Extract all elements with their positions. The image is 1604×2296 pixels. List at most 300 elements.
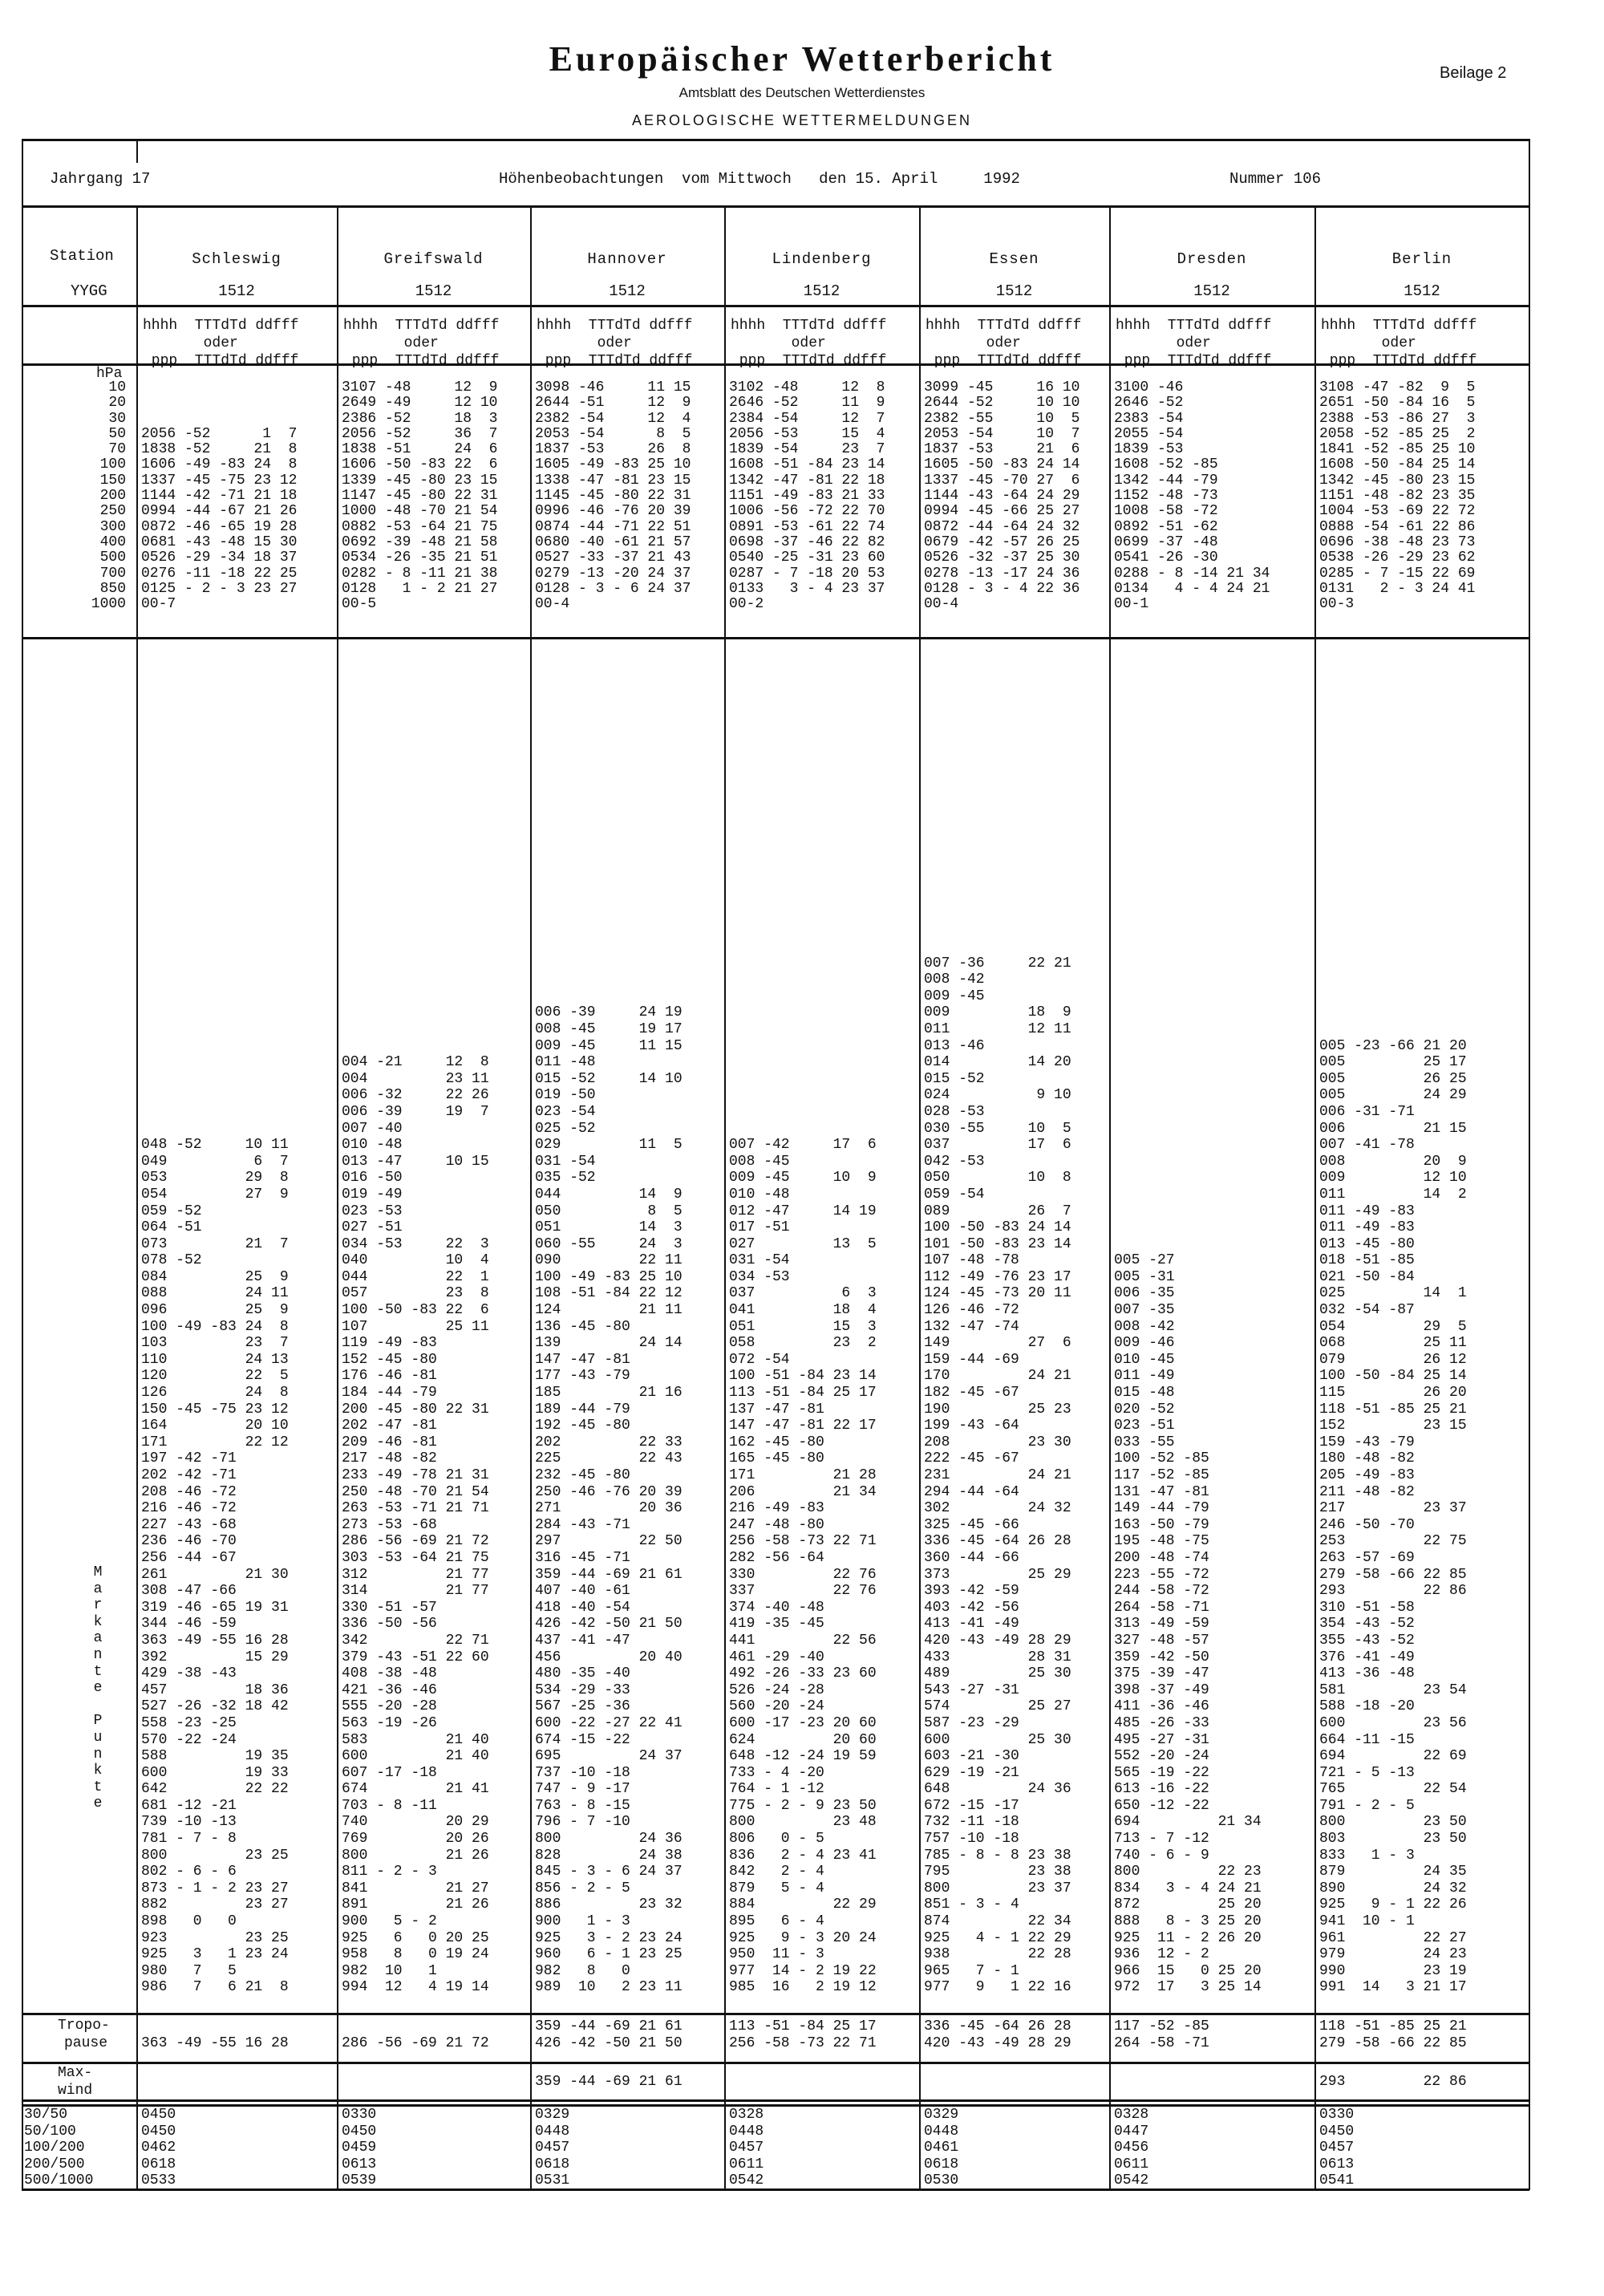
tropopause-row [342, 2018, 489, 2035]
significant-point-row: 010 -48 [342, 1137, 403, 1154]
significant-point-row: 413 -36 -48 [1319, 1665, 1415, 1682]
significant-point-row: 393 -42 -59 [924, 1583, 1019, 1600]
significant-point-row: 457 18 36 [141, 1681, 289, 1698]
significant-point-row: 101 -50 -83 23 14 [924, 1235, 1071, 1252]
standard-level-row: 1151 -48 -82 23 35 [1319, 488, 1476, 505]
tropopause-values [535, 2018, 683, 2052]
standard-level-row: 0128 - 3 - 6 24 37 [535, 580, 691, 597]
significant-point-row: 600 -22 -27 22 41 [535, 1714, 683, 1731]
significant-point-row: 053 29 8 [141, 1170, 289, 1187]
significant-point-row: 008 -45 [729, 1153, 790, 1170]
max-wind-row [1114, 2075, 1123, 2090]
significant-point-row: 110 24 13 [141, 1351, 289, 1368]
significant-point-row: 800 23 50 [1319, 1814, 1467, 1831]
pressure-level: 250 [99, 503, 126, 520]
significant-point-row: 007 -36 22 21 [924, 955, 1071, 972]
markante-letter: u [93, 1729, 103, 1746]
significant-point-row: 600 25 30 [924, 1731, 1071, 1748]
station-yygg: 1512 [995, 282, 1033, 300]
standard-level-row: 0131 2 - 3 24 41 [1319, 580, 1476, 597]
significant-points [535, 623, 683, 1996]
significant-point-row: 796 - 7 -10 [535, 1814, 630, 1831]
significant-point-row: 925 6 0 20 25 [342, 1929, 489, 1946]
layer-thickness-row: 0450 [141, 2107, 176, 2123]
column-header-line3: ppp TTTdTd ddfff [1116, 353, 1272, 369]
significant-point-row: 216 -49 -83 [729, 1500, 824, 1517]
significant-point-row: 263 -57 -69 [1319, 1549, 1415, 1566]
significant-point-row: 336 -45 -64 26 28 [924, 1533, 1071, 1550]
pressure-level: 10 [108, 379, 126, 396]
significant-point-row: 005 -31 [1114, 1268, 1175, 1285]
significant-point-row: 147 -47 -81 22 17 [729, 1418, 877, 1434]
significant-point-row: 089 26 7 [924, 1203, 1071, 1219]
significant-point-row: 936 12 - 2 [1114, 1946, 1209, 1963]
significant-point-row: 244 -58 -72 [1114, 1583, 1209, 1600]
significant-point-row: 330 22 76 [729, 1566, 877, 1583]
report-section: AEROLOGISCHE WETTERMELDUNGEN [631, 112, 973, 128]
column-header-oder: oder [731, 335, 826, 351]
significant-point-row: 325 -45 -66 [924, 1516, 1019, 1533]
column-header-oder: oder [1321, 335, 1416, 351]
standard-level-row: 0680 -40 -61 21 57 [535, 533, 691, 550]
layer-thickness-row: 0542 [729, 2172, 764, 2189]
layer-thickness-values [1114, 2107, 1148, 2189]
significant-point-row: 884 22 29 [729, 1896, 877, 1913]
significant-point-row: 426 -42 -50 21 50 [535, 1616, 683, 1633]
layer-thickness-values [729, 2107, 764, 2189]
standard-level-row: 1337 -45 -70 27 6 [924, 472, 1080, 489]
significant-point-row: 834 3 - 4 24 21 [1114, 1880, 1262, 1896]
significant-point-row: 775 - 2 - 9 23 50 [729, 1797, 877, 1814]
significant-point-row: 020 -52 [1114, 1401, 1175, 1418]
standard-level-row: 0527 -33 -37 21 43 [535, 550, 691, 566]
station-yygg: 1512 [218, 282, 255, 300]
significant-point-row: 060 -55 24 3 [535, 1235, 683, 1252]
significant-point-row: 100 -50 -83 22 6 [342, 1302, 489, 1319]
significant-point-row: 171 22 12 [141, 1434, 289, 1450]
standard-level-row: 1152 -48 -73 [1114, 488, 1218, 505]
layer-thickness-row: 0461 [924, 2140, 959, 2156]
significant-point-row: 286 -56 -69 21 72 [342, 1533, 489, 1550]
markante-letter [90, 1697, 106, 1714]
significant-point-row: 803 23 50 [1319, 1831, 1467, 1848]
significant-point-row: 898 0 0 [141, 1913, 237, 1930]
significant-point-row: 015 -48 [1114, 1385, 1175, 1402]
significant-point-row: 588 19 35 [141, 1748, 289, 1765]
standard-level-row: 2388 -53 -86 27 3 [1319, 410, 1476, 427]
standard-level-row: 0128 - 3 - 4 22 36 [924, 580, 1080, 597]
standard-level-row: 0540 -25 -31 23 60 [729, 550, 885, 566]
significant-point-row: 015 -52 14 10 [535, 1070, 683, 1087]
significant-point-row: 648 24 36 [924, 1781, 1071, 1798]
significant-point-row: 888 8 - 3 25 20 [1114, 1913, 1262, 1930]
station-yygg: 1512 [415, 282, 452, 300]
max-wind-values [342, 2075, 350, 2090]
significant-point-row: 013 -47 10 15 [342, 1153, 489, 1170]
standard-level-row: 0882 -53 -64 21 75 [342, 518, 498, 535]
standard-level-row: 3107 -48 12 9 [342, 379, 498, 396]
station-column-schleswig [136, 205, 337, 2189]
standard-level-row: 00-4 [535, 596, 570, 613]
station-yygg: 1512 [803, 282, 840, 300]
pressure-level: 400 [99, 533, 126, 550]
significant-point-row: 600 -17 -23 20 60 [729, 1714, 877, 1731]
significant-point-row: 308 -47 -66 [141, 1583, 237, 1600]
significant-point-row: 429 -38 -43 [141, 1665, 237, 1682]
column-header-oder: oder [343, 335, 439, 351]
significant-point-row: 925 3 - 2 23 24 [535, 1929, 683, 1946]
column-divider [1314, 205, 1316, 2189]
yygg-label: YYGG [71, 282, 107, 300]
layer-thickness-row: 0330 [342, 2107, 377, 2123]
standard-level-row [141, 396, 297, 411]
standard-level-row: 2053 -54 10 7 [924, 425, 1080, 442]
significant-point-row: 785 - 8 - 8 23 38 [924, 1847, 1071, 1864]
significant-point-row: 150 -45 -75 23 12 [141, 1401, 289, 1418]
standard-level-row: 1606 -49 -83 24 8 [141, 456, 298, 473]
significant-point-row: 526 -24 -28 [729, 1681, 824, 1698]
significant-point-row: 013 -46 [924, 1037, 985, 1054]
significant-point-row: 733 - 4 -20 [729, 1764, 824, 1781]
significant-point-row: 217 -48 -82 [342, 1450, 437, 1467]
significant-point-row: 152 23 15 [1319, 1418, 1467, 1434]
tropopause-row: 420 -43 -49 28 29 [924, 2035, 1071, 2051]
significant-point-row: 872 25 20 [1114, 1896, 1262, 1913]
standard-level-row: 0534 -26 -35 21 51 [342, 550, 498, 566]
significant-point-row: 033 -55 [1114, 1434, 1175, 1450]
significant-point-row: 016 -50 [342, 1170, 403, 1187]
significant-point-row: 886 23 32 [535, 1896, 683, 1913]
standard-level-row: 2644 -51 12 9 [535, 395, 691, 412]
significant-point-row: 011 -49 -83 [1319, 1219, 1415, 1236]
significant-point-row: 011 -49 -83 [1319, 1203, 1415, 1219]
significant-point-row: 833 1 - 3 [1319, 1847, 1415, 1864]
tropopause-row: 117 -52 -85 [1114, 2018, 1209, 2034]
significant-point-row: 044 22 1 [342, 1268, 489, 1285]
significant-point-row: 217 23 37 [1319, 1500, 1467, 1517]
significant-point-row: 994 12 4 19 14 [342, 1979, 489, 1996]
significant-point-row: 079 26 12 [1319, 1351, 1467, 1368]
standard-level-row: 2386 -52 18 3 [342, 410, 498, 427]
significant-point-row: 480 -35 -40 [535, 1665, 630, 1682]
significant-point-row: 925 3 1 23 24 [141, 1946, 289, 1963]
significant-point-row: 461 -29 -40 [729, 1649, 824, 1665]
standard-level-row: 0872 -44 -64 24 32 [924, 518, 1080, 535]
column-divider [919, 205, 921, 2189]
standard-levels [1319, 380, 1475, 612]
significant-point-row: 005 25 17 [1319, 1054, 1467, 1071]
significant-point-row: 941 10 - 1 [1319, 1913, 1415, 1930]
significant-point-row: 013 -45 -80 [1319, 1235, 1415, 1252]
column-header-line1: hhhh TTTdTd ddfff [926, 318, 1082, 334]
significant-point-row: 344 -46 -59 [141, 1616, 237, 1633]
significant-point-row: 246 -50 -70 [1319, 1516, 1415, 1533]
significant-point-row: 316 -45 -71 [535, 1549, 630, 1566]
significant-point-row: 925 11 - 2 26 20 [1114, 1929, 1262, 1946]
significant-point-row: 600 21 40 [342, 1748, 489, 1765]
column-header-line1: hhhh TTTdTd ddfff [1116, 318, 1272, 334]
layer-thickness-row: 0618 [535, 2156, 570, 2172]
standard-level-row: 0287 - 7 -18 20 53 [729, 565, 885, 582]
significant-point-row: 171 21 28 [729, 1467, 877, 1483]
significant-point-row: 437 -41 -47 [535, 1632, 630, 1649]
significant-point-row: 485 -26 -33 [1114, 1714, 1209, 1731]
significant-point-row: 874 22 34 [924, 1913, 1071, 1930]
tropopause-label-1: Tropo- [58, 2018, 110, 2034]
significant-point-row: 842 2 - 4 [729, 1864, 824, 1880]
significant-point-row: 027 13 5 [729, 1235, 877, 1252]
standard-level-row: 0125 - 2 - 3 23 27 [141, 580, 298, 597]
layer-thickness-row: 0611 [1114, 2156, 1149, 2172]
significant-point-row: 100 -50 -84 25 14 [1319, 1368, 1467, 1385]
markante-letter: n [93, 1646, 103, 1663]
significant-point-row: 231 24 21 [924, 1467, 1071, 1483]
pressure-level: 500 [99, 550, 126, 566]
significant-point-row: 051 14 3 [535, 1219, 683, 1236]
significant-point-row: 264 -58 -71 [1114, 1599, 1209, 1616]
significant-point-row: 152 -45 -80 [342, 1351, 437, 1368]
significant-point-row: 294 -44 -64 [924, 1483, 1019, 1500]
standard-level-row: 0282 - 8 -11 21 38 [342, 565, 498, 582]
standard-level-row: 0133 3 - 4 23 37 [729, 580, 885, 597]
significant-point-row: 162 -45 -80 [729, 1434, 824, 1450]
standard-level-row: 2053 -54 8 5 [535, 425, 691, 442]
markante-letter: M [93, 1564, 103, 1580]
significant-point-row: 600 19 33 [141, 1764, 289, 1781]
markante-letter: t [93, 1779, 103, 1795]
significant-point-row: 199 -43 -64 [924, 1418, 1019, 1434]
significant-point-row: 650 -12 -22 [1114, 1797, 1209, 1814]
significant-point-row: 050 10 8 [924, 1170, 1071, 1187]
column-header-line1: hhhh TTTdTd ddfff [537, 318, 693, 334]
significant-point-row: 202 22 33 [535, 1434, 683, 1450]
significant-point-row: 250 -46 -76 20 39 [535, 1483, 683, 1500]
layer-thickness-row: 0618 [924, 2156, 959, 2172]
significant-point-row: 054 27 9 [141, 1186, 289, 1203]
significant-point-row: 107 -48 -78 [924, 1252, 1019, 1269]
layer-thickness-row: 0531 [535, 2172, 570, 2189]
significant-point-row: 811 - 2 - 3 [342, 1864, 437, 1880]
max-wind-row: 293 22 86 [1319, 2074, 1467, 2090]
significant-point-row: 441 22 56 [729, 1632, 877, 1649]
significant-point-row: 100 -49 -83 25 10 [535, 1268, 683, 1285]
significant-point-row: 310 -51 -58 [1319, 1599, 1415, 1616]
standard-level-row: 2058 -52 -85 25 2 [1319, 425, 1476, 442]
issue-number: Nummer 106 [1229, 170, 1322, 188]
significant-point-row: 982 10 1 [342, 1962, 437, 1979]
standard-level-row [141, 412, 297, 427]
significant-point-row: 769 20 26 [342, 1831, 489, 1848]
significant-point-row: 327 -48 -57 [1114, 1632, 1209, 1649]
report-title: Europäischer Wetterbericht [549, 39, 1055, 79]
significant-points [729, 623, 877, 1996]
significant-point-row: 261 21 30 [141, 1566, 289, 1583]
significant-point-row: 032 -54 -87 [1319, 1302, 1415, 1319]
significant-point-row: 672 -15 -17 [924, 1797, 1019, 1814]
significant-point-row: 379 -43 -51 22 60 [342, 1649, 489, 1665]
max-wind-row [141, 2075, 150, 2090]
significant-point-row: 836 2 - 4 23 41 [729, 1847, 877, 1864]
frame-bottom-line [22, 2189, 1529, 2191]
significant-point-row: 966 15 0 25 20 [1114, 1962, 1262, 1979]
standard-level-row: 2056 -52 1 7 [141, 425, 298, 442]
station-name: Greifswald [383, 250, 484, 268]
significant-point-row: 413 -41 -49 [924, 1616, 1019, 1633]
significant-point-row: 008 -45 19 17 [535, 1020, 683, 1037]
column-divider [530, 205, 532, 2189]
standard-level-row: 1342 -45 -80 23 15 [1319, 472, 1476, 489]
standard-level-row: 1144 -42 -71 21 18 [141, 488, 298, 505]
standard-level-row: 0692 -39 -48 21 58 [342, 533, 498, 550]
column-header-line1: hhhh TTTdTd ddfff [731, 318, 887, 334]
significant-point-row: 271 20 36 [535, 1500, 683, 1517]
layer-label: 500/1000 [24, 2172, 94, 2189]
significant-point-row: 208 -46 -72 [141, 1483, 237, 1500]
tropopause-row: 118 -51 -85 25 21 [1319, 2018, 1467, 2034]
significant-point-row: 009 -45 11 15 [535, 1037, 683, 1054]
significant-point-row: 008 -42 [924, 972, 985, 988]
standard-levels [141, 380, 297, 612]
layer-thickness-row: 0457 [535, 2140, 570, 2156]
tropopause-row [141, 2018, 289, 2035]
standard-level-row: 1338 -47 -81 23 15 [535, 472, 691, 489]
significant-point-row: 492 -26 -33 23 60 [729, 1665, 877, 1682]
column-header-line3: ppp TTTdTd ddfff [926, 353, 1082, 369]
station-name: Schleswig [192, 250, 282, 268]
layer-thickness-row: 0459 [342, 2140, 377, 2156]
standard-level-row: 0288 - 8 -14 21 34 [1114, 565, 1270, 582]
significant-point-row: 165 -45 -80 [729, 1450, 824, 1467]
significant-point-row: 648 -12 -24 19 59 [729, 1748, 877, 1765]
layer-thickness-row: 0450 [342, 2123, 377, 2140]
tropopause-values [141, 2018, 289, 2052]
significant-point-row: 011 14 2 [1319, 1186, 1467, 1203]
significant-point-row: 583 21 40 [342, 1731, 489, 1748]
significant-point-row: 624 20 60 [729, 1731, 877, 1748]
significant-point-row: 373 25 29 [924, 1566, 1071, 1583]
significant-point-row: 073 21 7 [141, 1235, 289, 1252]
column-header-line1: hhhh TTTdTd ddfff [343, 318, 500, 334]
standard-levels [924, 380, 1079, 612]
standard-level-row: 1006 -56 -72 22 70 [729, 503, 885, 520]
significant-point-row: 006 -35 [1114, 1285, 1175, 1302]
significant-point-row: 764 - 1 -12 [729, 1781, 824, 1798]
standard-level-row: 00-1 [1114, 596, 1149, 613]
tropopause-row: 363 -49 -55 16 28 [141, 2035, 289, 2051]
significant-point-row: 495 -27 -31 [1114, 1731, 1209, 1748]
significant-point-row: 737 -10 -18 [535, 1764, 630, 1781]
significant-point-row: 336 -50 -56 [342, 1616, 437, 1633]
layer-thickness-values [342, 2107, 376, 2189]
significant-point-row: 360 -44 -66 [924, 1549, 1019, 1566]
layer-thickness-values [924, 2107, 958, 2189]
significant-point-row: 023 -51 [1114, 1418, 1175, 1434]
significant-point-row: 005 26 25 [1319, 1070, 1467, 1087]
layer-thickness-row: 0613 [342, 2156, 377, 2172]
layer-label: 100/200 [24, 2140, 85, 2156]
significant-point-row: 330 -51 -57 [342, 1599, 437, 1616]
standard-level-row: 1605 -50 -83 24 14 [924, 456, 1080, 473]
significant-point-row: 828 24 38 [535, 1847, 683, 1864]
significant-point-row: 132 -47 -74 [924, 1318, 1019, 1335]
significant-point-row: 005 24 29 [1319, 1087, 1467, 1104]
observation-date: Höhenbeobachtungen vom Mittwoch den 15. April 1992 [499, 170, 1020, 188]
significant-point-row: 977 9 1 22 16 [924, 1979, 1071, 1996]
significant-point-row: 044 14 9 [535, 1186, 683, 1203]
max-wind-row: 359 -44 -69 21 61 [535, 2074, 683, 2090]
max-wind-row [924, 2075, 933, 2090]
tropopause-label-2: pause [64, 2035, 108, 2051]
significant-point-row: 205 -49 -83 [1319, 1467, 1415, 1483]
significant-point-row: 284 -43 -71 [535, 1516, 630, 1533]
significant-point-row: 558 -23 -25 [141, 1714, 237, 1731]
standard-level-row: 1145 -45 -80 22 31 [535, 488, 691, 505]
max-wind-values [1319, 2075, 1467, 2090]
layer-thickness-row: 0457 [1319, 2140, 1355, 2156]
significant-point-row: 197 -42 -71 [141, 1450, 237, 1467]
standard-level-row: 1605 -49 -83 25 10 [535, 456, 691, 473]
significant-point-row: 977 14 - 2 19 22 [729, 1962, 877, 1979]
max-wind-row [342, 2075, 350, 2090]
significant-point-row: 139 24 14 [535, 1335, 683, 1352]
significant-point-row: 302 24 32 [924, 1500, 1071, 1517]
tropopause-values [729, 2018, 877, 2052]
significant-point-row: 027 -51 [342, 1219, 403, 1236]
significant-point-row: 149 -44 -79 [1114, 1500, 1209, 1517]
significant-point-row: 164 20 10 [141, 1418, 289, 1434]
standard-level-row: 2383 -54 [1114, 410, 1184, 427]
markante-letter: k [93, 1763, 103, 1779]
standard-level-row: 0874 -44 -71 22 51 [535, 518, 691, 535]
standard-level-row: 1837 -53 21 6 [924, 441, 1080, 458]
pressure-level: 300 [99, 518, 126, 535]
significant-points [1319, 623, 1467, 1996]
significant-point-row: 018 -51 -85 [1319, 1252, 1415, 1269]
standard-level-row: 2644 -52 10 10 [924, 395, 1080, 412]
significant-point-row: 054 29 5 [1319, 1318, 1467, 1335]
standard-level-row: 2649 -49 12 10 [342, 395, 498, 412]
significant-point-row: 359 -42 -50 [1114, 1649, 1209, 1665]
significant-point-row: 555 -20 -28 [342, 1698, 437, 1715]
significant-point-row: 006 -39 24 19 [535, 1004, 683, 1021]
tropopause-values [342, 2018, 489, 2052]
significant-point-row: 017 -51 [729, 1219, 790, 1236]
significant-point-row: 057 23 8 [342, 1285, 489, 1302]
significant-point-row: 543 -27 -31 [924, 1681, 1019, 1698]
standard-level-row: 1342 -47 -81 22 18 [729, 472, 885, 489]
significant-point-row: 064 -51 [141, 1219, 202, 1236]
significant-point-row: 747 - 9 -17 [535, 1781, 630, 1798]
significant-point-row: 923 23 25 [141, 1929, 289, 1946]
significant-point-row: 800 22 23 [1114, 1864, 1262, 1880]
significant-point-row: 600 23 56 [1319, 1714, 1467, 1731]
significant-point-row: 209 -46 -81 [342, 1434, 437, 1450]
significant-point-row: 051 15 3 [729, 1318, 877, 1335]
significant-point-row: 009 18 9 [924, 1004, 1071, 1021]
standard-level-row: 1144 -43 -64 24 29 [924, 488, 1080, 505]
significant-point-row: 972 17 3 25 14 [1114, 1979, 1262, 1996]
significant-point-row: 184 -44 -79 [342, 1385, 437, 1402]
standard-level-row: 1337 -45 -75 23 12 [141, 472, 298, 489]
standard-level-row: 00-3 [1319, 596, 1355, 613]
significant-points [342, 623, 489, 1996]
significant-point-row: 890 24 32 [1319, 1880, 1467, 1896]
significant-point-row: 120 22 5 [141, 1368, 289, 1385]
significant-point-row: 182 -45 -67 [924, 1385, 1019, 1402]
significant-points [924, 623, 1071, 1996]
significant-point-row: 103 23 7 [141, 1335, 289, 1352]
standard-level-row: 0996 -46 -76 20 39 [535, 503, 691, 520]
